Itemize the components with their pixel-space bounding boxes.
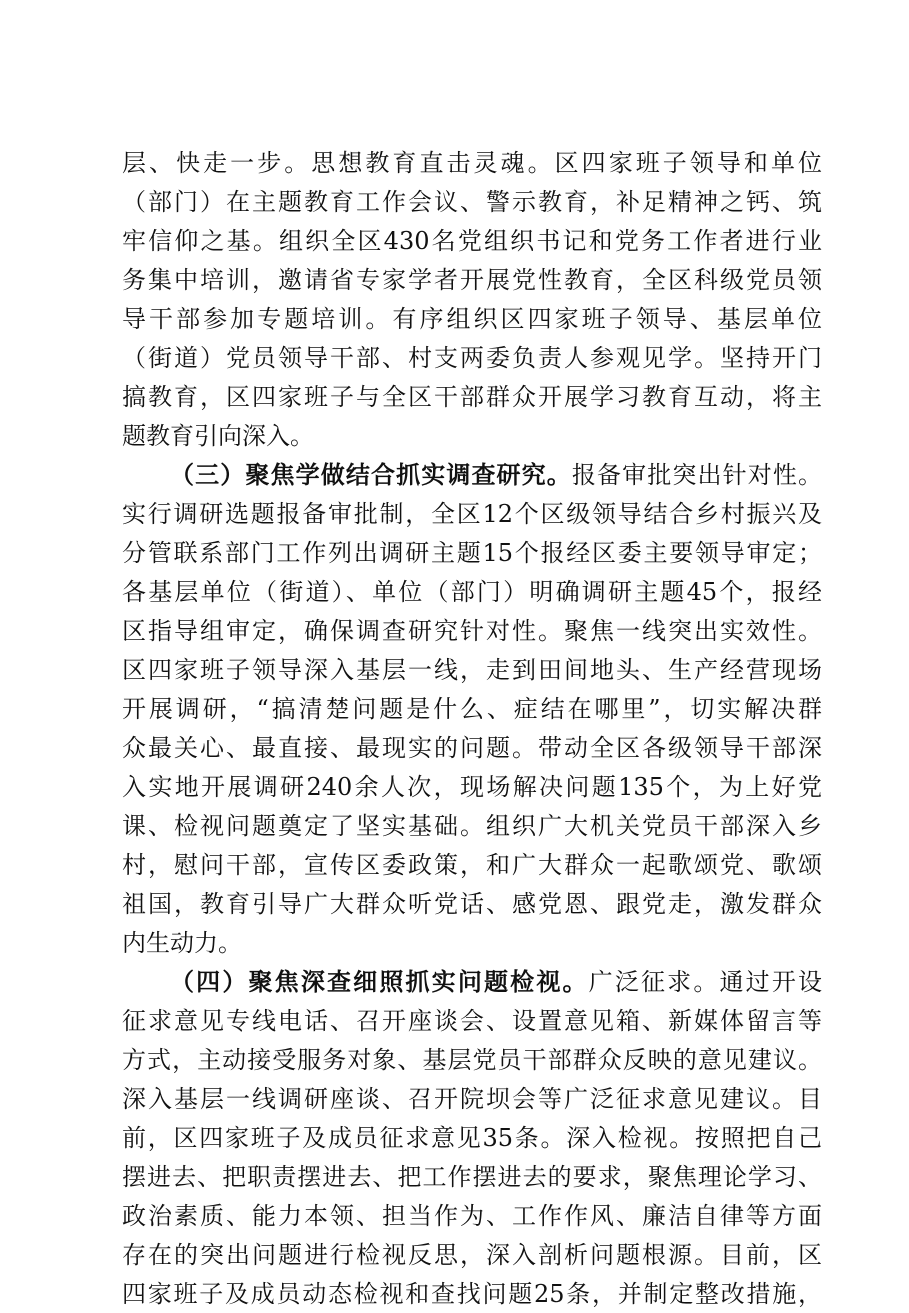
text-line: 层、快走一步。思想教育直击灵魂。区四家班子领导和单位: [122, 149, 822, 177]
text-line: 区四家班子领导深入基层一线，走到田间地头、生产经营现场: [122, 656, 822, 684]
text-line: 四家班子及成员动态检视和查找问题25条，并制定整改措施，: [122, 1280, 822, 1308]
text-line: 政治素质、能力本领、担当作为、工作作风、廉洁自律等方面: [122, 1202, 822, 1230]
text-line: 开展调研，“搞清楚问题是什么、症结在哪里”，切实解决群: [122, 695, 822, 723]
paragraph-first-line: [170, 456, 822, 494]
text-span: 广泛征求。通过开设: [588, 968, 823, 996]
text-line: 前，区四家班子及成员征求意见35条。深入检视。按照把自己: [122, 1124, 822, 1152]
text-line: 方式，主动接受服务对象、基层党员干部群众反映的意见建议。: [122, 1046, 822, 1074]
text-line: 祖国，教育引导广大群众听党话、感党恩、跟党走，激发群众: [122, 890, 822, 918]
text-line: 分管联系部门工作列出调研主题15个报经区委主要领导审定；: [122, 539, 822, 567]
text-line: 征求意见专线电话、召开座谈会、设置意见箱、新媒体留言等: [122, 1007, 822, 1035]
text-line: 课、检视问题奠定了坚实基础。组织广大机关党员干部深入乡: [122, 812, 822, 840]
text-line: 搞教育，区四家班子与全区干部群众开展学习教育互动，将主: [122, 383, 822, 411]
text-line: 导干部参加专题培训。有序组织区四家班子领导、基层单位: [122, 305, 822, 333]
text-line: 摆进去、把职责摆进去、把工作摆进去的要求，聚焦理论学习、: [122, 1163, 822, 1191]
text-line: 牢信仰之基。组织全区430名党组织书记和党务工作者进行业: [122, 227, 822, 255]
section-heading: （四）聚焦深查细照抓实问题检视。: [170, 967, 589, 996]
text-line: 入实地开展调研240余人次，现场解决问题135个，为上好党: [122, 773, 822, 801]
text-line: 内生动力。: [122, 929, 242, 957]
text-line: 深入基层一线调研座谈、召开院坝会等广泛征求意见建议。目: [122, 1085, 822, 1113]
text-line: 务集中培训，邀请省专家学者开展党性教育，全区科级党员领: [122, 266, 822, 294]
text-line: 实行调研选题报备审批制，全区12个区级领导结合乡村振兴及: [122, 500, 822, 528]
text-line: 区指导组审定，确保调查研究针对性。聚焦一线突出实效性。: [122, 617, 822, 645]
text-line: 题教育引向深入。: [122, 422, 314, 450]
text-span: 报备审批突出针对性。: [571, 461, 823, 489]
text-line: 众最关心、最直接、最现实的问题。带动全区各级领导干部深: [122, 734, 822, 762]
text-line: 村，慰问干部，宣传区委政策，和广大群众一起歌颂党、歌颂: [122, 851, 822, 879]
text-line: 存在的突出问题进行检视反思，深入剖析问题根源。目前，区: [122, 1241, 822, 1269]
text-line: （部门）在主题教育工作会议、警示教育，补足精神之钙、筑: [122, 188, 822, 216]
section-heading: （三）聚焦学做结合抓实调查研究。: [170, 460, 572, 489]
paragraph-first-line: [170, 963, 822, 1001]
text-line: （街道）党员领导干部、村支两委负责人参观见学。坚持开门: [122, 344, 822, 372]
text-line: 各基层单位（街道）、单位（部门）明确调研主题45个，报经: [122, 578, 822, 606]
